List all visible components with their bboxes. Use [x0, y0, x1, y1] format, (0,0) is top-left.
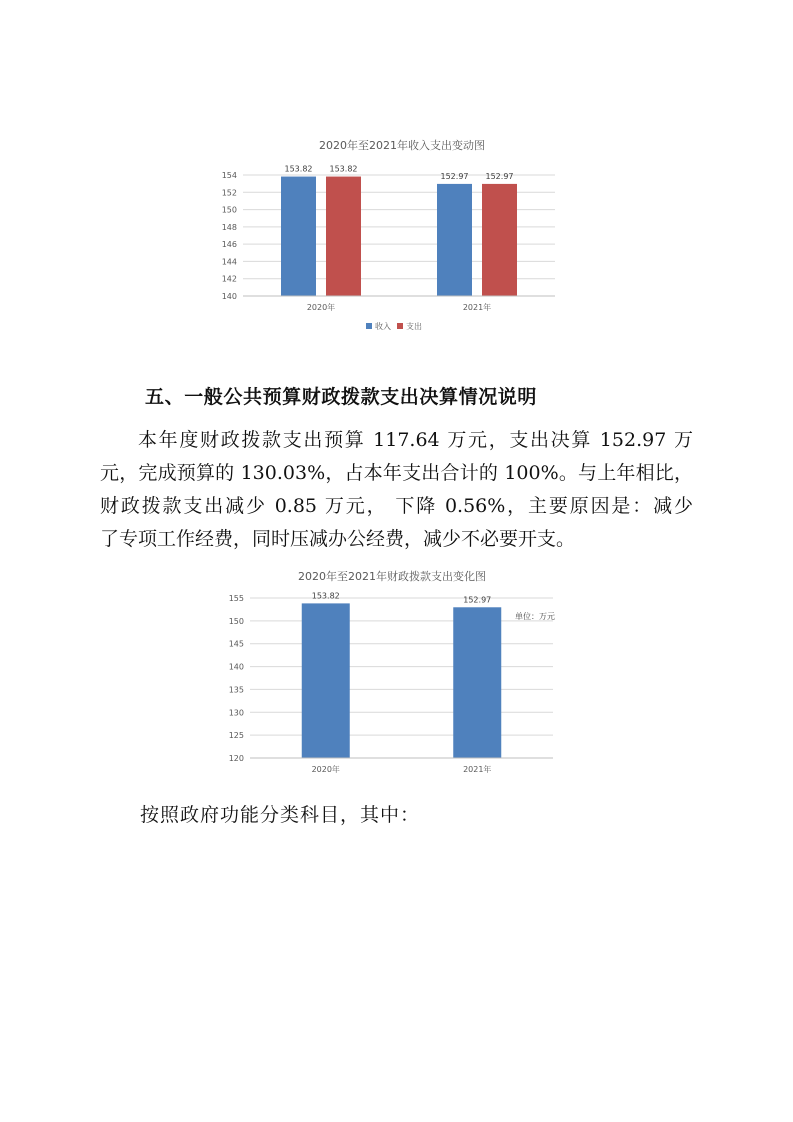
y-tick-label: 120 — [228, 754, 244, 763]
bar — [482, 184, 517, 296]
y-tick-label: 130 — [228, 708, 244, 718]
income-expense-chart — [205, 125, 575, 345]
y-tick-label: 152 — [221, 188, 237, 198]
bar — [302, 603, 350, 758]
data-label: 153.82 — [329, 164, 358, 174]
section-heading: 五、一般公共预算财政拨款支出决算情况说明 — [145, 386, 538, 408]
y-tick-label: 155 — [228, 594, 244, 603]
unit-label: 单位：万元 — [515, 612, 555, 621]
y-tick-label: 142 — [221, 274, 237, 284]
closing-line: 按照政府功能分类科目，其中： — [140, 804, 421, 826]
y-tick-label: 148 — [221, 222, 237, 232]
bar — [281, 177, 316, 296]
section-paragraph — [100, 424, 693, 556]
y-tick-label: 150 — [228, 616, 244, 626]
income-expense-chart-svg — [205, 125, 575, 345]
fiscal-expense-chart — [205, 562, 575, 784]
legend-label-expense: 支出 — [406, 322, 422, 331]
bar — [437, 184, 472, 296]
bar — [326, 177, 361, 296]
y-tick-label: 146 — [221, 240, 237, 250]
bar — [453, 607, 501, 758]
paragraph-line: 本年度财政拨款支出预算 117.64 万元，支出决算 152.97 万 — [138, 429, 693, 451]
data-label: 153.82 — [311, 591, 340, 601]
y-tick-label: 145 — [228, 639, 244, 649]
paragraph-line: 了专项工作经费，同时压减办公经费，减少不必要开支。 — [100, 528, 576, 550]
chart-legend — [366, 321, 422, 331]
x-tick-label: 2020年 — [311, 765, 340, 774]
y-tick-label: 135 — [228, 685, 244, 695]
legend-swatch-income — [366, 323, 372, 329]
y-tick-label: 140 — [228, 662, 244, 672]
y-tick-label: 140 — [221, 292, 237, 301]
legend-swatch-expense — [397, 323, 403, 329]
data-label: 152.97 — [440, 171, 469, 181]
y-tick-label: 144 — [221, 257, 237, 267]
legend-label-income: 收入 — [375, 322, 391, 331]
x-tick-label: 2021年 — [462, 303, 492, 312]
x-tick-label: 2020年 — [306, 303, 336, 312]
paragraph-line: 元，完成预算的 130.03%，占本年支出合计的 100%。与上年相比， — [100, 462, 693, 484]
chart-title: 2020年至2021年收入支出变动图 — [319, 139, 485, 152]
chart-title: 2020年至2021年财政拨款支出变化图 — [298, 570, 486, 583]
data-label: 152.97 — [463, 595, 492, 605]
data-label: 153.82 — [284, 164, 313, 174]
fiscal-expense-chart-svg — [205, 562, 575, 784]
data-label: 152.97 — [485, 171, 514, 181]
paragraph-line: 财政拨款支出减少 0.85 万元， 下降 0.56%，主要原因是：减少 — [100, 495, 693, 517]
y-tick-label: 154 — [221, 171, 237, 180]
x-tick-label: 2021年 — [463, 765, 492, 774]
y-tick-label: 150 — [221, 205, 237, 215]
y-tick-label: 125 — [228, 731, 244, 741]
